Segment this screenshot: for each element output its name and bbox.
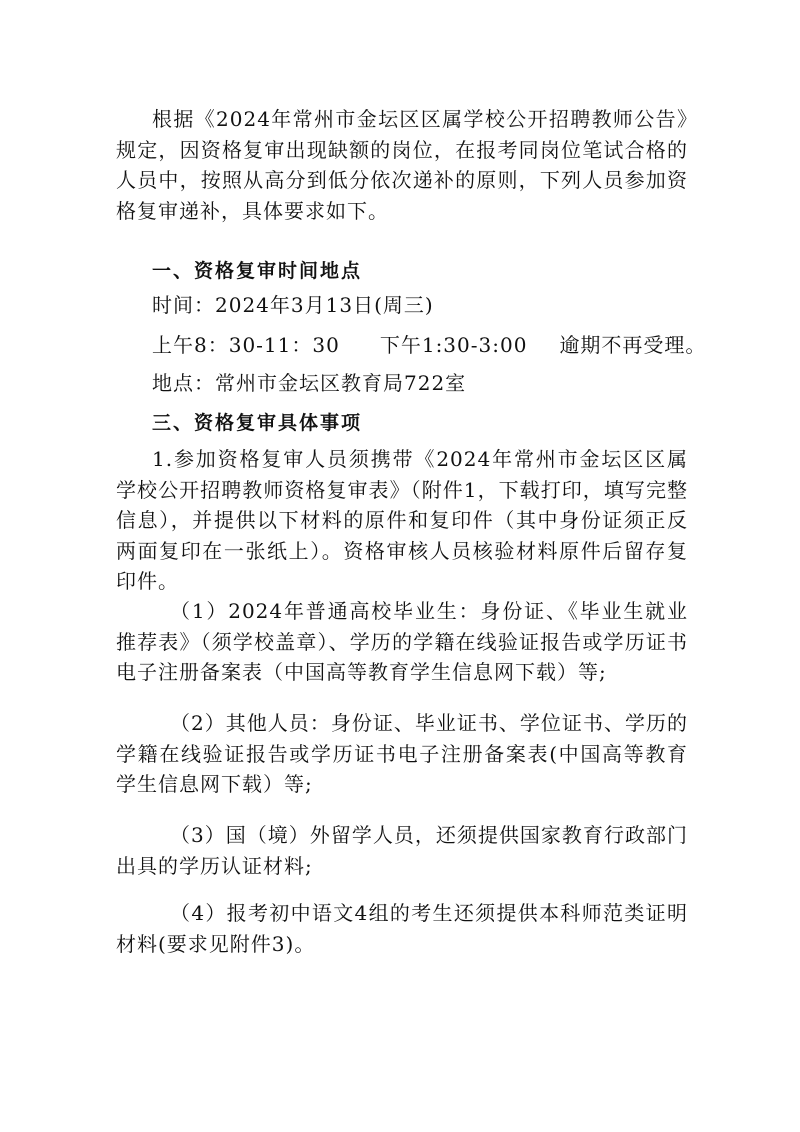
sub-item-2: （2）其他人员：身份证、毕业证书、学位证书、学历的学籍在线验证报告或学历证书电子注册备案表(中国高等教育学生信息网下载）等; — [116, 711, 688, 797]
item-1-paragraph: 1.参加资格复审人员须携带《2024年常州市金坛区区属学校公开招聘教师资格复审表》（附件1，下载打印，填写完整信息），并提供以下材料的原件和复印件（其中身份证须正反两面复印在一张纸上）。资格审核人员核验材料原件后留存复印件。 — [116, 447, 688, 594]
section-heading-time-location: 一、资格复审时间地点 — [152, 260, 363, 282]
sub-item-3: （3）国（境）外留学人员，还须提供国家教育行政部门出具的学历认证材料; — [116, 823, 688, 878]
section-heading-details: 三、资格复审具体事项 — [152, 412, 363, 434]
schedule-line — [152, 330, 706, 360]
location-line: 地点：常州市金坛区教育局722室 — [152, 371, 467, 395]
schedule-note: 逾期不再受理。 — [559, 333, 707, 357]
sub-item-1: （1）2024年普通高校毕业生：身份证、《毕业生就业推荐表》（须学校盖章）、学历的学籍在线验证报告或学历证书电子注册备案表（中国高等教育学生信息网下载）等; — [116, 599, 688, 685]
sub-item-4: （4）报考初中语文4组的考生还须提供本科师范类证明材料(要求见附件3)。 — [116, 901, 688, 956]
time-line: 时间：2024年3月13日(周三) — [152, 293, 434, 317]
intro-paragraph: 根据《2024年常州市金坛区区属学校公开招聘教师公告》规定，因资格复审出现缺额的岗位，在报考同岗位笔试合格的人员中，按照从高分到低分依次递补的原则，下列人员参加资格复审递补，具体要求如下。 — [116, 107, 688, 223]
schedule-afternoon: 下午1:30-3:00 — [379, 333, 528, 357]
schedule-morning: 上午8：30-11：30 — [152, 333, 340, 357]
